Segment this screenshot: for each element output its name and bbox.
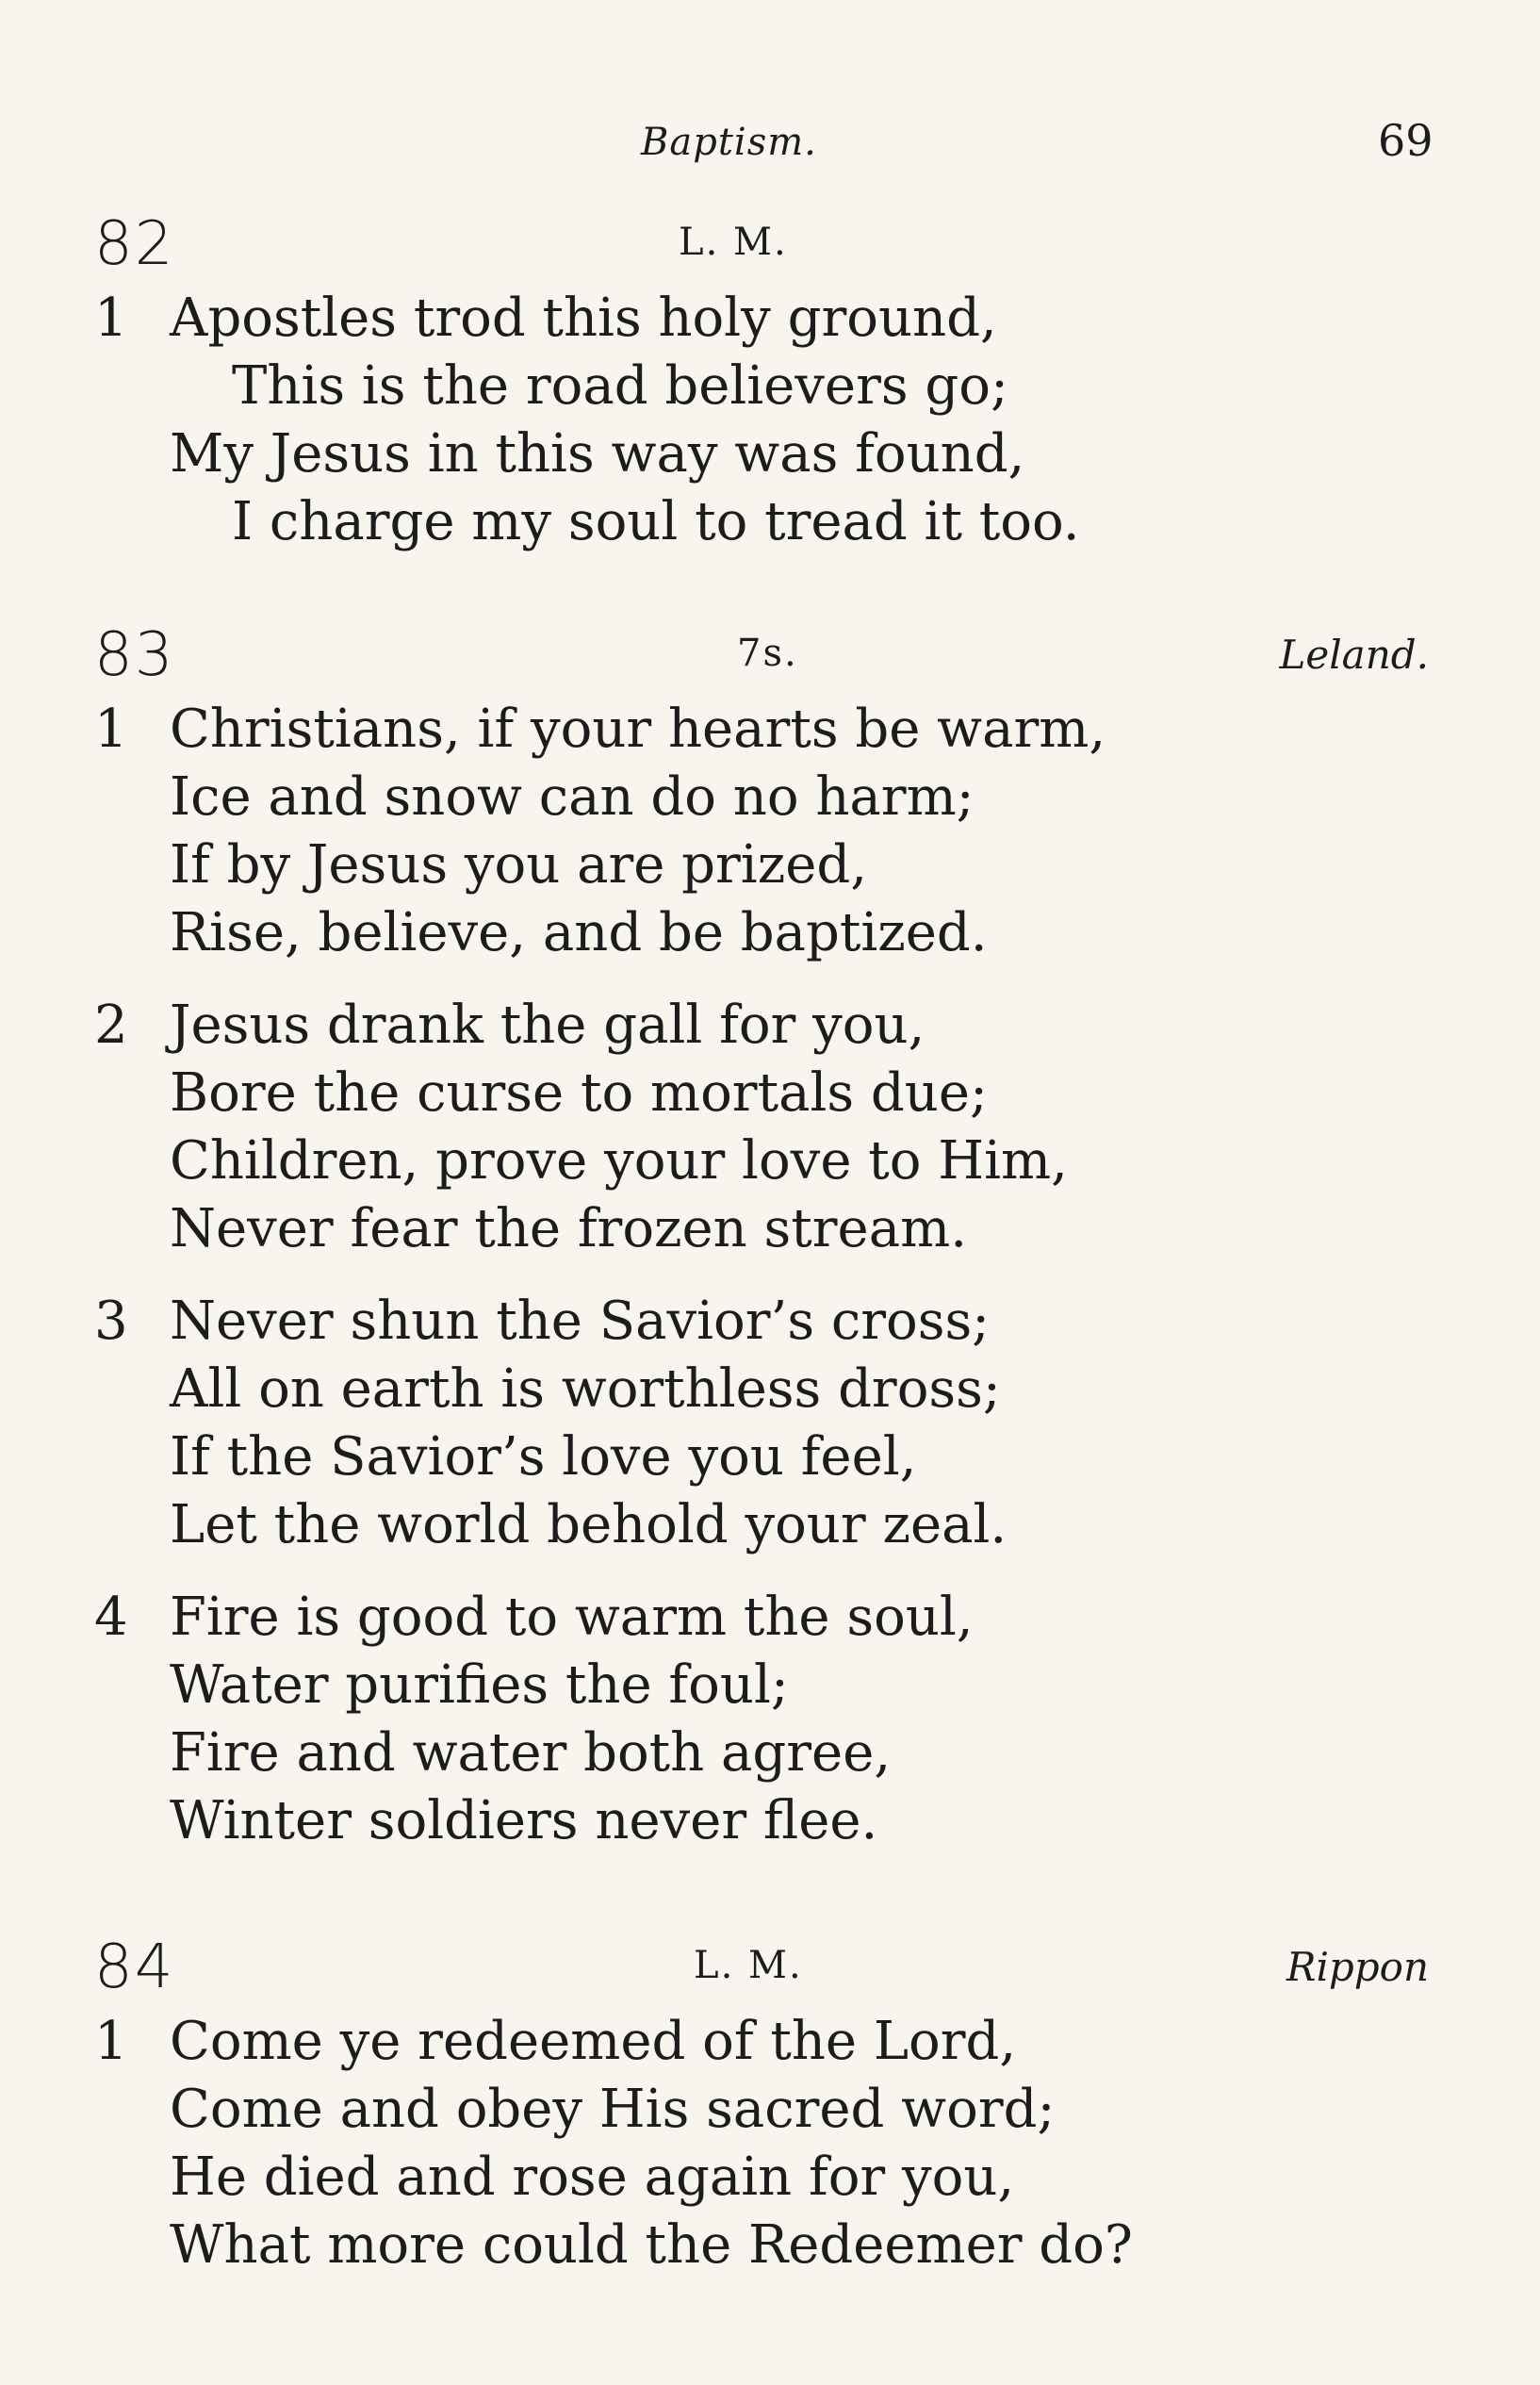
stanza-number: 1 — [94, 699, 128, 760]
verse-line — [0, 353, 1540, 420]
hymn-number: 83 — [94, 620, 175, 690]
verse-line-text: He died and rose again for you, — [170, 2146, 1015, 2208]
verse-line-text: Bore the curse to mortals due; — [170, 1062, 988, 1124]
verse-line — [0, 696, 1540, 764]
verse-line — [0, 2144, 1540, 2212]
stanza — [0, 1584, 1540, 1855]
verse-line — [0, 420, 1540, 488]
verse-line — [0, 2076, 1540, 2144]
hymn-82 — [0, 209, 1540, 581]
hymn-number: 84 — [94, 1933, 175, 2002]
stanza — [0, 285, 1540, 556]
verse-line-text: What more could the Redeemer do? — [170, 2214, 1133, 2276]
verse-line — [0, 1584, 1540, 1652]
hymn-heading — [0, 209, 1540, 285]
verse-line-text: Let the world behold your zeal. — [170, 1494, 1008, 1555]
verse-line-text: I charge my soul to tread it too. — [232, 491, 1080, 552]
verse-line-text: My Jesus in this way was found, — [170, 423, 1025, 485]
verse-line — [0, 1491, 1540, 1559]
hymn-meter: L. M. — [694, 1944, 803, 1987]
verse-line-text: Winter soldiers never flee. — [170, 1790, 878, 1851]
stanza — [0, 992, 1540, 1263]
verse-line-text: Never fear the frozen stream. — [170, 1198, 967, 1259]
verse-line-text: Jesus drank the gall for you, — [170, 995, 926, 1056]
verse-line-text: Fire and water both agree, — [170, 1722, 892, 1784]
verse-line — [0, 1060, 1540, 1127]
stanza — [0, 696, 1540, 967]
verse-line — [0, 1288, 1540, 1356]
verse-line-text: Fire is good to warm the soul, — [170, 1587, 974, 1648]
verse-line — [0, 831, 1540, 899]
verse-line-text: All on earth is worthless dross; — [170, 1358, 1001, 1420]
running-header — [0, 115, 1540, 177]
verse-line-text: If the Savior’s love you feel, — [170, 1426, 917, 1488]
verse-line — [0, 285, 1540, 353]
hymn-heading — [0, 620, 1540, 696]
hymn-number: 82 — [94, 209, 175, 279]
stanza-number: 1 — [94, 288, 128, 349]
hymn-meter: L. M. — [679, 221, 788, 264]
verse-line-text: Water purifies the foul; — [170, 1654, 789, 1716]
hymn-heading — [0, 1933, 1540, 2008]
verse-line-text: If by Jesus you are prized, — [170, 834, 868, 896]
stanza — [0, 1288, 1540, 1559]
verse-line — [0, 1652, 1540, 1719]
verse-line — [0, 899, 1540, 967]
hymn-84 — [0, 1933, 1540, 2304]
page-number: 69 — [1378, 115, 1434, 166]
hymn-meter: 7s. — [737, 632, 798, 675]
stanza-number: 4 — [94, 1587, 128, 1648]
stanza-number: 1 — [94, 2011, 128, 2072]
hymn-author: Leland. — [1279, 632, 1429, 678]
verse-line-text: Rise, believe, and be baptized. — [170, 902, 988, 963]
verse-line — [0, 1423, 1540, 1491]
verse-line — [0, 764, 1540, 831]
verse-line — [0, 488, 1540, 556]
stanza — [0, 2008, 1540, 2279]
stanza-number: 3 — [94, 1291, 128, 1352]
verse-line — [0, 2008, 1540, 2076]
running-title: Baptism. — [641, 121, 817, 164]
stanza-number: 2 — [94, 995, 128, 1056]
verse-line — [0, 1356, 1540, 1423]
verse-line-text: Ice and snow can do no harm; — [170, 766, 975, 828]
verse-line — [0, 2212, 1540, 2279]
verse-line-text: Come ye redeemed of the Lord, — [170, 2011, 1017, 2072]
verse-line — [0, 992, 1540, 1060]
verse-line-text: Christians, if your hearts be warm, — [170, 699, 1106, 760]
hymn-author: Rippon — [1286, 1944, 1429, 1990]
verse-line — [0, 1195, 1540, 1263]
hymn-83 — [0, 620, 1540, 1880]
verse-line-text: This is the road believers go; — [232, 355, 1008, 417]
verse-line-text: Never shun the Savior’s cross; — [170, 1291, 991, 1352]
verse-line-text: Come and obey His sacred word; — [170, 2079, 1056, 2140]
verse-line — [0, 1719, 1540, 1787]
verse-line-text: Children, prove your love to Him, — [170, 1130, 1068, 1192]
verse-line-text: Apostles trod this holy ground, — [170, 288, 997, 349]
verse-line — [0, 1787, 1540, 1855]
verse-line — [0, 1127, 1540, 1195]
